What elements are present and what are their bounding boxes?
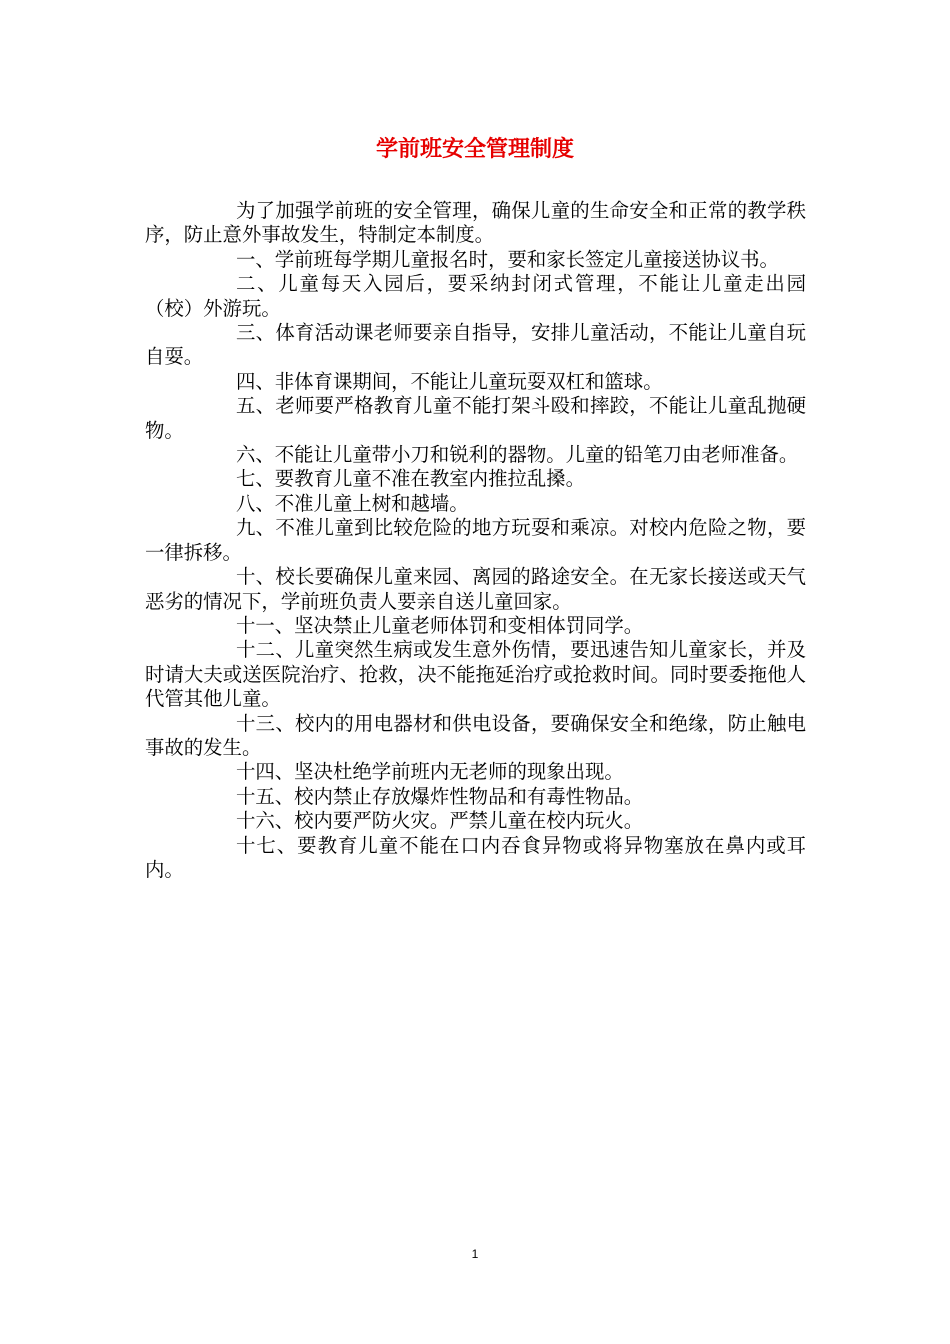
document-body [145,199,806,882]
rule-item: 十四、坚决杜绝学前班内无老师的现象出现。 [236,760,624,784]
rule-item: 五、老师要严格教育儿童不能打架斗殴和摔跤，不能让儿童乱抛硬物。 [145,394,806,442]
rule-item: 三、体育活动课老师要亲自指导，安排儿童活动，不能让儿童自玩自耍。 [145,321,806,369]
rule-item: 十三、校内的用电器材和供电设备，要确保安全和绝缘，防止触电事故的发生。 [145,711,806,759]
rule-item: 十、校长要确保儿童来园、离园的路途安全。在无家长接送或天气恶劣的情况下，学前班负责人要亲自送儿童回家。 [145,565,806,613]
rule-item: 二、儿童每天入园后，要采纳封闭式管理，不能让儿童走出园（校）外游玩。 [145,272,806,320]
rule-item: 十二、儿童突然生病或发生意外伤情，要迅速告知儿童家长，并及时请大夫或送医院治疗、抢救，决不能拖延治疗或抢救时间。同时要委拖他人代管其他儿童。 [145,638,806,711]
rule-item: 十六、校内要严防火灾。严禁儿童在校内玩火。 [236,809,644,833]
rule-item: 七、要教育儿童不准在教室内推拉乱搡。 [236,467,586,491]
rule-item: 一、学前班每学期儿童报名时，要和家长签定儿童接送协议书。 [236,247,779,271]
rule-item: 九、不准儿童到比较危险的地方玩耍和乘凉。对校内危险之物，要一律拆移。 [145,516,806,564]
page-title: 学前班安全管理制度 [375,137,574,162]
intro-paragraph: 为了加强学前班的安全管理，确保儿童的生命安全和正常的教学秩序，防止意外事故发生，特制定本制度。 [145,199,806,247]
rule-item: 十一、坚决禁止儿童老师体罚和变相体罚同学。 [236,613,644,637]
rule-item: 六、不能让儿童带小刀和锐利的器物。儿童的铅笔刀由老师准备。 [236,443,799,467]
rule-item: 四、非体育课期间，不能让儿童玩耍双杠和篮球。 [236,369,663,393]
rule-item: 十七、要教育儿童不能在口内吞食异物或将异物塞放在鼻内或耳内。 [145,833,806,881]
page-number: 1 [471,1247,479,1261]
rule-item: 十五、校内禁止存放爆炸性物品和有毒性物品。 [236,784,644,808]
rule-item: 八、不准儿童上树和越墙。 [236,491,469,515]
